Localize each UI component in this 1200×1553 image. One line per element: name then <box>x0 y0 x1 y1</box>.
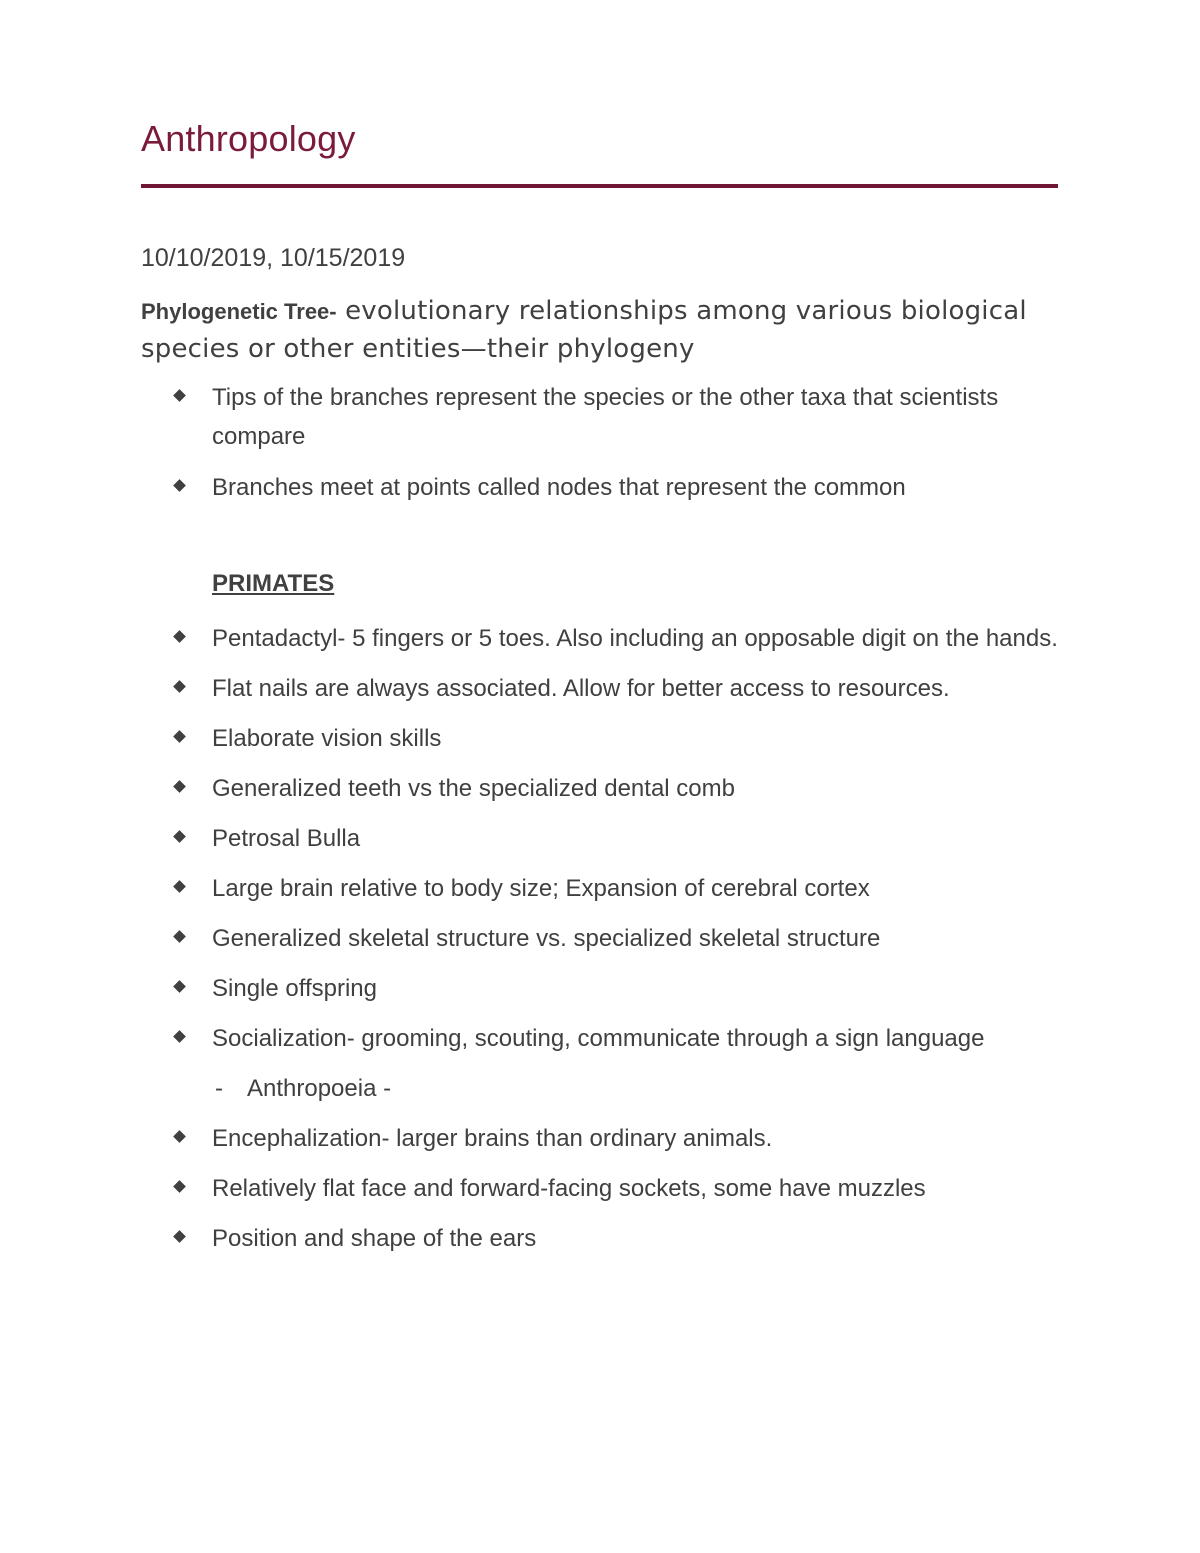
title-divider <box>141 184 1058 188</box>
bullet-icon <box>173 780 186 793</box>
definition-paragraph <box>141 292 1041 367</box>
bullet-icon <box>173 630 186 643</box>
list-item <box>141 819 1061 858</box>
list-item-text: Large brain relative to body size; Expansion of cerebral cortex <box>212 875 870 902</box>
list-item-text: Socialization- grooming, scouting, communicate through a sign language <box>212 1025 985 1052</box>
bullet-icon <box>173 980 186 993</box>
list-item-text: Flat nails are always associated. Allow for better access to resources. <box>212 675 950 702</box>
list-item-text: Generalized skeletal structure vs. specialized skeletal structure <box>212 925 881 952</box>
bullet-icon <box>173 1230 186 1243</box>
list-item <box>141 468 1061 507</box>
bullet-icon <box>173 830 186 843</box>
bullet-icon <box>173 1030 186 1043</box>
primates-bullet-list <box>141 619 1061 1258</box>
list-item <box>141 1119 1061 1158</box>
sub-list-item-text: Anthropoeia - <box>247 1075 392 1102</box>
list-item <box>141 969 1061 1008</box>
dash-marker: - <box>215 1075 223 1102</box>
list-item <box>141 1169 1061 1208</box>
list-item <box>141 669 1061 708</box>
bullet-icon <box>173 1130 186 1143</box>
list-item-text: Petrosal Bulla <box>212 825 361 852</box>
document-title: Anthropology <box>141 118 356 159</box>
sub-list-item <box>141 1069 1061 1108</box>
intro-bullet-list <box>141 378 1061 507</box>
definition-text: evolutionary relationships among various biological species or other entities—their phylogeny <box>141 296 1027 364</box>
bullet-icon <box>173 880 186 893</box>
list-item <box>141 769 1061 808</box>
list-item-text: Branches meet at points called nodes that represent the common <box>212 474 906 501</box>
bullet-icon <box>173 730 186 743</box>
bullet-icon <box>173 680 186 693</box>
list-item <box>141 919 1061 958</box>
bullet-icon <box>173 479 186 492</box>
list-item-text: Tips of the branches represent the species or the other taxa that scientists compare <box>212 384 999 450</box>
list-item <box>141 869 1061 908</box>
list-item <box>141 1019 1061 1058</box>
list-item-text: Generalized teeth vs the specialized dental comb <box>212 775 735 802</box>
list-item-text: Single offspring <box>212 975 377 1002</box>
bullet-icon <box>173 930 186 943</box>
list-item-text: Encephalization- larger brains than ordinary animals. <box>212 1125 773 1152</box>
list-item-text: Pentadactyl- 5 fingers or 5 toes. Also including an opposable digit on the hands. <box>212 625 1058 652</box>
bullet-icon <box>173 389 186 402</box>
list-item <box>141 1219 1061 1258</box>
list-item-text: Position and shape of the ears <box>212 1225 537 1252</box>
list-item <box>141 619 1061 658</box>
lecture-dates: 10/10/2019, 10/15/2019 <box>141 244 406 272</box>
list-item <box>141 378 1061 456</box>
section-heading: PRIMATES <box>212 570 335 597</box>
bullet-icon <box>173 1180 186 1193</box>
list-item-text: Elaborate vision skills <box>212 725 442 752</box>
list-item <box>141 719 1061 758</box>
definition-term: Phylogenetic Tree- <box>141 299 337 324</box>
list-item-text: Relatively flat face and forward-facing sockets, some have muzzles <box>212 1175 926 1202</box>
